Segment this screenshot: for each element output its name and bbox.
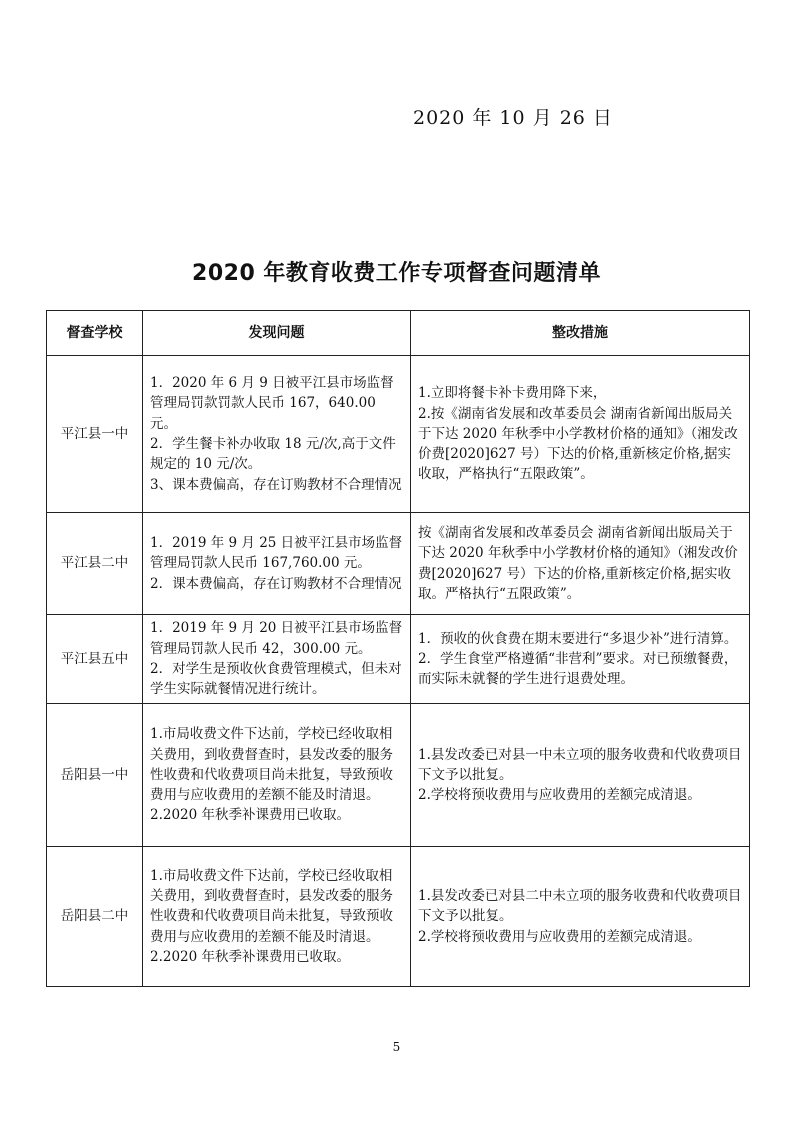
school-cell: 平江县五中 [47, 615, 143, 704]
measure-item: 按《湖南省发展和改革委员会 湖南省新闻出版局关于下达 2020 年秋季中小学教材价格的通知》（湘发改价费[2020]627 号）下达的价格,重新核定价格,据实收取。严格执行“五限政策”。 [418, 524, 738, 602]
problem-item: 2．课本费偏高，存在订购教材不合理情况 [150, 575, 402, 592]
header-school: 督查学校 [47, 311, 143, 356]
school-cell: 平江县一中 [47, 356, 143, 513]
problem-item: 3、课本费偏高，存在订购教材不合理情况 [150, 476, 402, 493]
inspection-problem-table [46, 310, 750, 987]
problems-cell [143, 847, 411, 987]
measures-cell [411, 615, 750, 704]
measures-cell [411, 513, 750, 615]
measure-item: 2.学校将预收费用与应收费用的差额完成清退。 [418, 787, 701, 804]
table-row [47, 513, 750, 615]
problem-item: 2．对学生是预收伙食费管理模式，但未对学生实际就餐情况进行统计。 [150, 661, 402, 698]
table-row [47, 356, 750, 513]
measures-cell [411, 356, 750, 513]
table-header-row [47, 311, 750, 356]
problem-item: 1.市局收费文件下达前，学校已经收取相关费用，到收费督查时，县发改委的服务性收费和代收费项目尚未批复，导致预收费用与应收费用的差额不能及时清退。 [150, 867, 393, 945]
problem-item: 1．2019 年 9 月 20 日被平江县市场监督管理局罚款人民币 42，300.00 元。 [150, 620, 403, 657]
header-measures: 整改措施 [411, 311, 750, 356]
measure-item: 2．学生食堂严格遵循“非营利”要求。对已预缴餐费，而实际未就餐的学生进行退费处理。 [418, 650, 738, 688]
problems-cell [143, 615, 411, 704]
problems-cell [143, 704, 411, 847]
problem-item: 2.2020 年秋季补课费用已收取。 [150, 948, 351, 965]
header-problems: 发现问题 [143, 311, 411, 356]
page-number: 5 [392, 1040, 401, 1054]
measures-cell [411, 704, 750, 847]
measures-cell [411, 847, 750, 987]
problem-item: 2.2020 年秋季补课费用已收取。 [150, 807, 351, 824]
school-cell: 平江县二中 [47, 513, 143, 615]
document-title: 2020 年教育收费工作专项督查问题清单 [192, 261, 601, 286]
problem-item: 1．2019 年 9 月 25 日被平江县市场监督管理局罚款人民币 167,760.00 元。 [150, 535, 403, 572]
table-row [47, 615, 750, 704]
problem-item: 1．2020 年 6 月 9 日被平江县市场监督管理局罚款罚款人民币 167，640.00 元。 [150, 375, 394, 432]
measure-item: 1.县发改委已对县一中未立项的服务收费和代收费项目下文予以批复。 [418, 746, 742, 783]
problems-cell [143, 356, 411, 513]
measure-item: 1．预收的伙食费在期末要进行“多退少补”进行清算。 [418, 630, 738, 647]
problem-item: 2．学生餐卡补办收取 18 元/次,高于文件规定的 10 元/次。 [150, 436, 396, 473]
measure-item: 2.学校将预收费用与应收费用的差额完成清退。 [418, 928, 701, 945]
problems-cell [143, 513, 411, 615]
measure-item: 1.县发改委已对县二中未立项的服务收费和代收费项目下文予以批复。 [418, 888, 742, 925]
table-row [47, 704, 750, 847]
problem-item: 1.市局收费文件下达前，学校已经收取相关费用，到收费督查时，县发改委的服务性收费和代收费项目尚未批复，导致预收费用与应收费用的差额不能及时清退。 [150, 726, 393, 804]
school-cell: 岳阳县一中 [47, 704, 143, 847]
measure-item: 2.按《湖南省发展和改革委员会 湖南省新闻出版局关于下达 2020 年秋季中小学教材价格的通知》（湘发改价费[2020]627 号）下达的价格,重新核定价格,据实收取，严格执行“五限政策”。 [418, 405, 738, 483]
table-row [47, 847, 750, 987]
measure-item: 1.立即将餐卡补卡费用降下来， [418, 385, 607, 402]
document-date: 2020 年 10 月 26 日 [413, 107, 613, 129]
school-cell: 岳阳县二中 [47, 847, 143, 987]
